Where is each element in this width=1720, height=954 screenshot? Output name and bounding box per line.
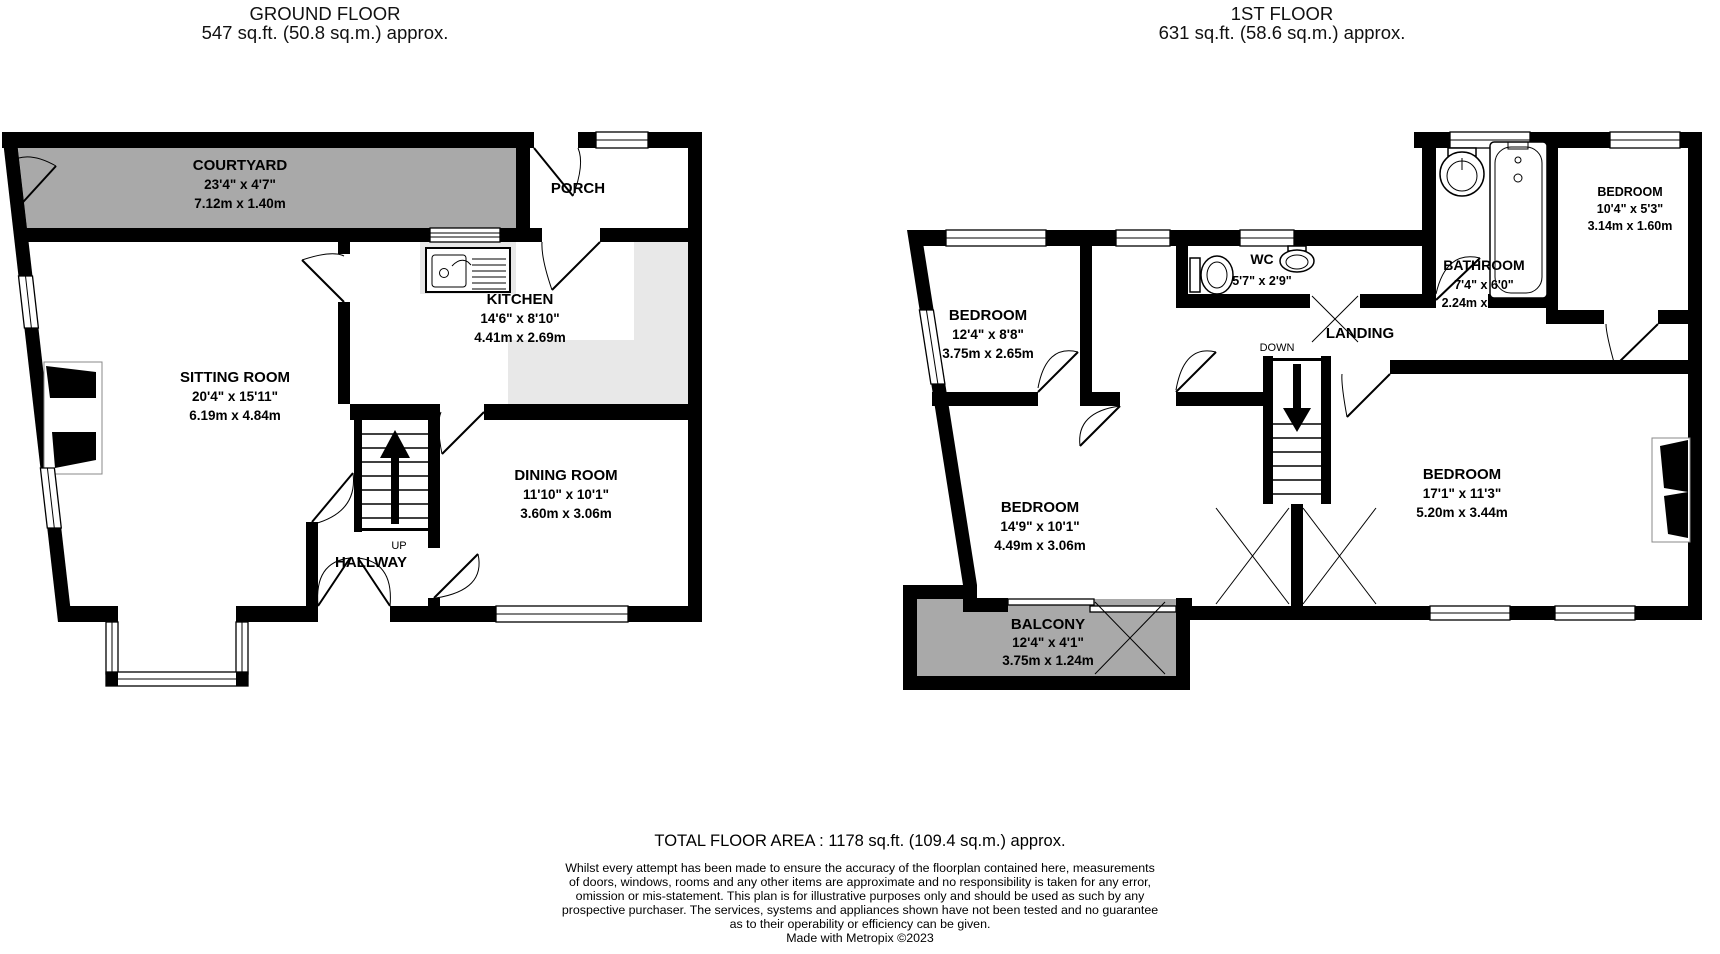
- svg-text:7.12m x 1.40m: 7.12m x 1.40m: [194, 196, 286, 211]
- first-floor-plan: [903, 132, 1702, 690]
- door-arc: [312, 473, 354, 524]
- svg-text:14'6" x 8'10": 14'6" x 8'10": [480, 311, 560, 326]
- svg-text:12'4" x 8'8": 12'4" x 8'8": [952, 327, 1024, 342]
- wc-basin-icon: [1280, 246, 1314, 272]
- window: [1430, 606, 1510, 620]
- first-doors: [1038, 257, 1658, 446]
- svg-text:BEDROOM: BEDROOM: [1000, 499, 1080, 516]
- first-floor-area-text: 631 sq.ft. (58.6 sq.m.) approx.: [1158, 22, 1406, 43]
- svg-text:3.75m x 2.65m: 3.75m x 2.65m: [942, 346, 1034, 361]
- window: [496, 606, 628, 622]
- svg-text:5'7" x 2'9": 5'7" x 2'9": [1232, 274, 1292, 288]
- door-arc: [1176, 351, 1216, 392]
- svg-text:omission or mis-statement. Thi: omission or mis-statement. This plan is for illustrative purposes only and should be used as such by any: [575, 889, 1145, 903]
- svg-text:of doors, windows, rooms and a: of doors, windows, rooms and any other items are approximate and no responsibility is taken for any error,: [569, 875, 1151, 889]
- svg-text:12'4" x 4'1": 12'4" x 4'1": [1012, 635, 1084, 650]
- svg-text:20'4" x 15'11": 20'4" x 15'11": [191, 389, 279, 404]
- svg-text:Whilst every attempt has been: Whilst every attempt has been made to ensure the accuracy of the floorplan contained here, measurements: [565, 861, 1155, 875]
- svg-text:3.14m x 1.60m: 3.14m x 1.60m: [1587, 219, 1673, 233]
- window: [430, 228, 500, 242]
- svg-text:17'1" x 11'3": 17'1" x 11'3": [1422, 486, 1502, 501]
- svg-text:BEDROOM: BEDROOM: [1422, 466, 1502, 483]
- footer: [562, 832, 1158, 945]
- window: [596, 132, 648, 148]
- svg-text:SITTING ROOM: SITTING ROOM: [180, 369, 290, 386]
- chimney-breast: [44, 362, 102, 474]
- svg-text:BATHROOM: BATHROOM: [1443, 257, 1525, 273]
- window: [1116, 230, 1170, 246]
- ground-floor-title-text: GROUND FLOOR: [249, 3, 401, 24]
- room-label-landing: [1326, 325, 1394, 342]
- window: [1610, 132, 1680, 148]
- room-label-courtyard: [193, 157, 288, 211]
- window: [1240, 230, 1294, 246]
- toilet-icon: [1190, 256, 1233, 294]
- door-arc: [439, 412, 484, 454]
- svg-text:4.41m x 2.69m: 4.41m x 2.69m: [474, 330, 566, 345]
- svg-text:14'9" x 10'1": 14'9" x 10'1": [1000, 519, 1080, 534]
- room-label-sitting-room: [180, 369, 290, 423]
- door-arc: [1038, 351, 1078, 392]
- room-label-bedroom-mid: [994, 499, 1086, 553]
- room-label-kitchen: [474, 291, 566, 345]
- svg-text:prospective purchaser. The ser: prospective purchaser. The services, systems and appliances shown have not been tested and no guarantee: [561, 903, 1159, 917]
- svg-text:BEDROOM: BEDROOM: [1597, 185, 1663, 199]
- door-arc: [1342, 374, 1390, 417]
- footer-total-area: TOTAL FLOOR AREA : 1178 sq.ft. (109.4 sq.m.) approx.: [654, 832, 1066, 850]
- door-arc: [542, 242, 600, 290]
- svg-text:23'4" x 4'7": 23'4" x 4'7": [204, 177, 276, 192]
- chimney-breast: [1652, 438, 1690, 542]
- window: [40, 468, 61, 528]
- window: [1555, 606, 1635, 620]
- door-arc: [1606, 324, 1658, 366]
- bay-window: [106, 622, 248, 686]
- svg-text:4.49m x 3.06m: 4.49m x 3.06m: [994, 538, 1086, 553]
- disclaimer: [562, 861, 1158, 931]
- svg-text:1.70m x 0.84m: 1.70m x 0.84m: [1219, 293, 1305, 307]
- svg-text:KITCHEN: KITCHEN: [486, 291, 554, 308]
- svg-text:2.24m x 1.84m: 2.24m x 1.84m: [1441, 296, 1527, 310]
- ground-floor-title: [202, 3, 449, 43]
- svg-text:3.75m x 1.24m: 3.75m x 1.24m: [1002, 653, 1094, 668]
- svg-text:COURTYARD: COURTYARD: [192, 157, 288, 174]
- room-label-balcony: [1002, 616, 1094, 668]
- metropix-credit: Made with Metropix ©2023: [786, 931, 934, 945]
- svg-text:as to their operability or eff: as to their operability or efficiency can be given.: [729, 917, 991, 931]
- kitchen-sink-icon: [426, 248, 510, 292]
- window: [919, 310, 945, 384]
- svg-text:BEDROOM: BEDROOM: [948, 307, 1028, 324]
- door-arc: [1080, 406, 1120, 446]
- room-label-porch: [551, 180, 605, 197]
- svg-text:11'10" x 10'1": 11'10" x 10'1": [522, 487, 610, 502]
- window: [19, 276, 39, 328]
- stairs-down-label: DOWN: [1259, 342, 1295, 354]
- first-floor-title-text: 1ST FLOOR: [1230, 3, 1334, 24]
- door-arc: [434, 554, 479, 598]
- ground-floor-area-text: 547 sq.ft. (50.8 sq.m.) approx.: [201, 22, 449, 43]
- svg-text:PORCH: PORCH: [550, 180, 606, 197]
- svg-text:3.60m x 3.06m: 3.60m x 3.06m: [520, 506, 612, 521]
- room-label-dining-room: [514, 467, 617, 521]
- svg-text:10'4" x 5'3": 10'4" x 5'3": [1596, 202, 1664, 216]
- bathtub-icon: [1490, 142, 1547, 298]
- room-label-bedroom-small: [1588, 185, 1673, 233]
- wash-basin-icon: [1440, 148, 1484, 196]
- window: [946, 230, 1046, 246]
- door-arc: [302, 254, 344, 302]
- svg-text:5.20m x 3.44m: 5.20m x 3.44m: [1416, 505, 1508, 520]
- svg-text:BALCONY: BALCONY: [1010, 616, 1086, 633]
- svg-text:6.19m x 4.84m: 6.19m x 4.84m: [189, 408, 281, 423]
- ground-floor-plan: [2, 132, 702, 686]
- svg-text:LANDING: LANDING: [1325, 325, 1395, 342]
- room-label-bathroom: [1442, 257, 1527, 310]
- svg-text:WC: WC: [1250, 251, 1274, 267]
- svg-text:HALLWAY: HALLWAY: [335, 554, 407, 571]
- room-label-bedroom-front: [942, 307, 1034, 361]
- svg-text:7'4" x 6'0": 7'4" x 6'0": [1454, 278, 1514, 292]
- room-label-bedroom-master: [1416, 466, 1508, 520]
- first-floor-title: [1159, 3, 1406, 43]
- svg-text:DINING ROOM: DINING ROOM: [514, 467, 618, 484]
- room-label-hallway: [335, 554, 407, 571]
- stairs-up-label: UP: [391, 540, 407, 552]
- stairs-up: [362, 430, 428, 531]
